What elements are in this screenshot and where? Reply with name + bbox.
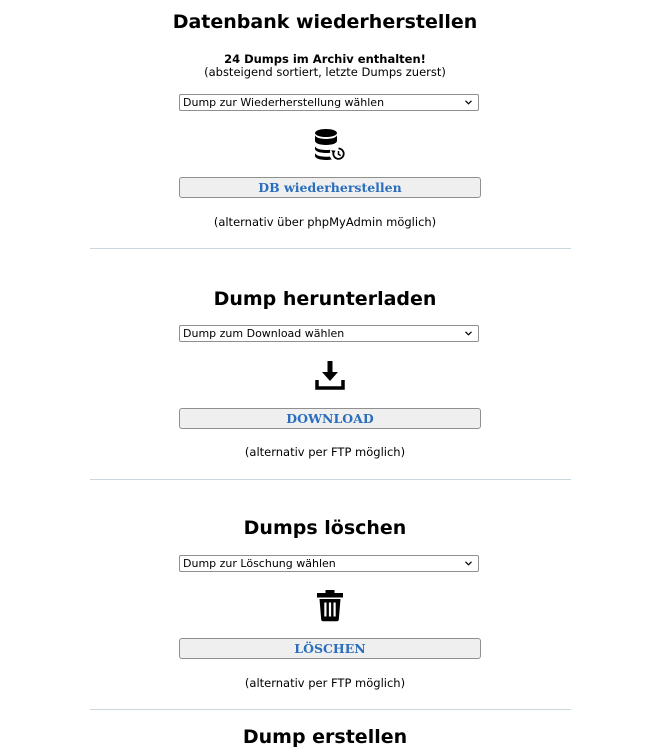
restore-db-button[interactable]: DB wiederherstellen	[179, 177, 481, 198]
download-button[interactable]: DOWNLOAD	[179, 408, 481, 429]
download-select-value: Dump zum Download wählen	[183, 327, 345, 340]
delete-note: (alternativ per FTP möglich)	[244, 676, 406, 690]
create-title: Dump erstellen	[242, 726, 408, 748]
download-title: Dump herunterladen	[213, 288, 437, 310]
section-divider	[90, 709, 571, 710]
sort-info: (absteigend sortiert, letzte Dumps zuerst)	[204, 65, 446, 79]
delete-button[interactable]: LÖSCHEN	[179, 638, 481, 659]
download-dump-select[interactable]	[179, 325, 479, 342]
chevron-down-icon	[465, 561, 472, 566]
section-divider	[90, 479, 571, 480]
download-icon	[314, 358, 346, 392]
delete-dump-select[interactable]	[179, 555, 479, 572]
database-restore-icon	[312, 126, 348, 162]
delete-title: Dumps löschen	[243, 517, 407, 539]
restore-note: (alternativ über phpMyAdmin möglich)	[213, 215, 437, 229]
restore-select-value: Dump zur Wiederherstellung wählen	[183, 96, 385, 109]
dump-count: 24 Dumps im Archiv enthalten!	[224, 52, 426, 66]
section-divider	[90, 248, 571, 249]
download-note: (alternativ per FTP möglich)	[244, 445, 406, 459]
restore-title: Datenbank wiederherstellen	[172, 11, 478, 33]
delete-select-value: Dump zur Löschung wählen	[183, 557, 336, 570]
chevron-down-icon	[465, 100, 472, 105]
chevron-down-icon	[465, 331, 472, 336]
trash-icon	[315, 588, 345, 622]
restore-dump-select[interactable]	[179, 94, 479, 111]
